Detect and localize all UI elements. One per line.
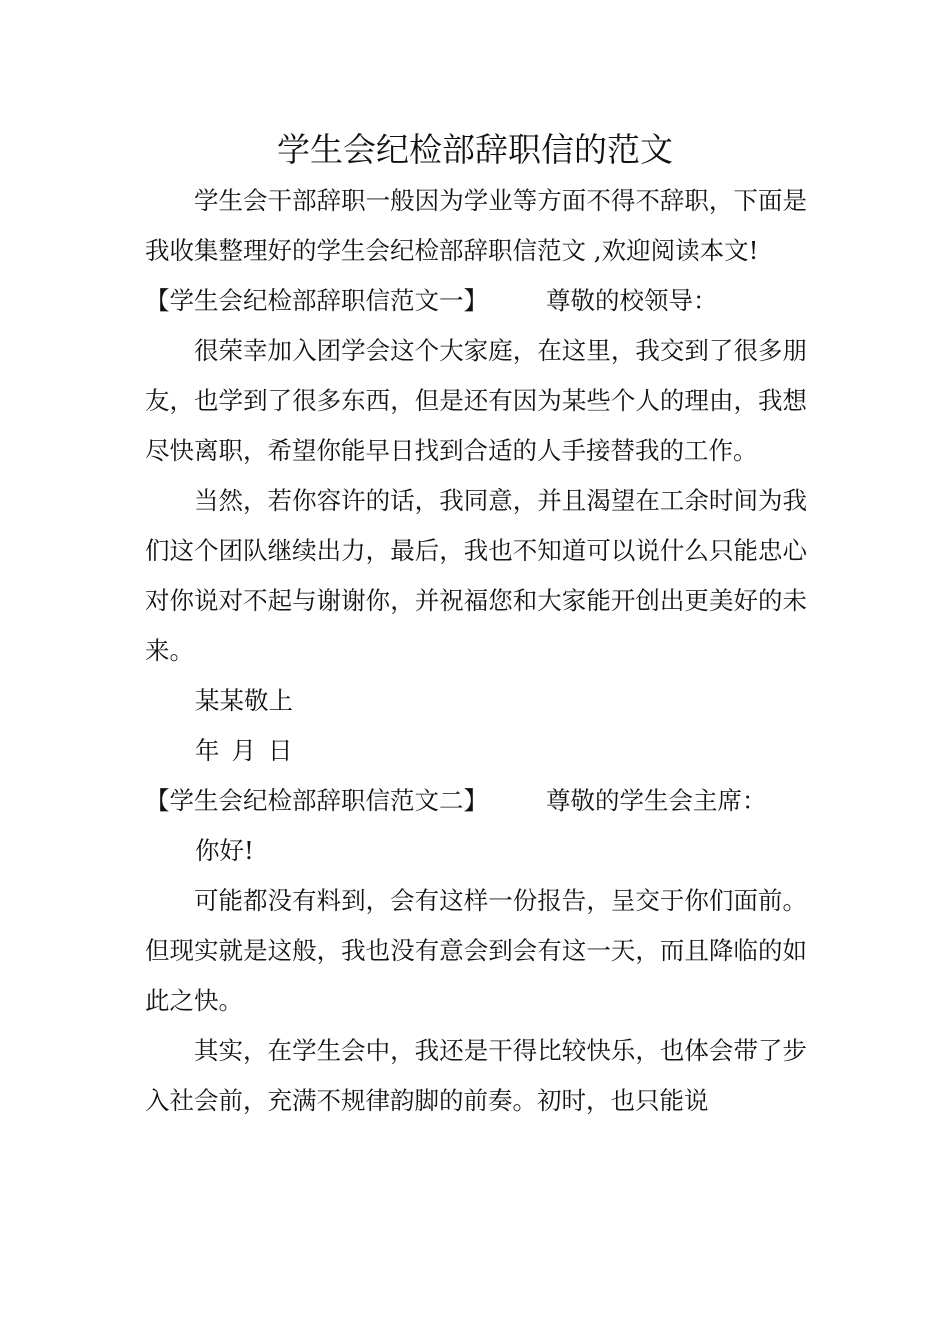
date-month: 月 [231, 736, 256, 765]
letter1-salutation: 尊敬的校领导： [546, 286, 718, 315]
letter1-signature: 某某敬上 [195, 686, 293, 715]
intro-paragraph: 学生会干部辞职一般因为学业等方面不得不辞职，下面是我收集整理好的学生会纪检部辞职信范文 ,欢迎阅读本文! [145, 186, 807, 265]
letter2-salutation: 尊敬的学生会主席： [546, 786, 767, 815]
document-title: 学生会纪检部辞职信的范文 [277, 130, 673, 169]
letter1-paragraph-2: 当然，若你容许的话，我同意，并且渴望在工余时间为我们这个团队继续出力，最后，我也不知道可以说什么只能忠心对你说对不起与谢谢你，并祝福您和大家能开创出更美好的未来。 [145, 486, 807, 665]
letter1-paragraph-1: 很荣幸加入团学会这个大家庭，在这里，我交到了很多朋友，也学到了很多东西，但是还有因为某些个人的理由，我想尽快离职，希望你能早日找到合适的人手接替我的工作。 [145, 336, 807, 465]
document-body [145, 176, 807, 1126]
letter1-heading-line [145, 276, 807, 326]
date-year: 年 [195, 736, 220, 765]
letter2-heading-line [145, 776, 807, 826]
letter1-date [145, 726, 807, 776]
letter2-heading: 【学生会纪检部辞职信范文二】 [145, 786, 488, 815]
letter1-heading: 【学生会纪检部辞职信范文一】 [145, 286, 488, 315]
letter2-paragraph-2: 其实，在学生会中，我还是干得比较快乐，也体会带了步入社会前，充满不规律韵脚的前奏。初时，也只能说 [145, 1036, 807, 1115]
letter2-greeting: 你好! [195, 836, 254, 865]
date-day: 日 [268, 736, 293, 765]
letter2-paragraph-1: 可能都没有料到，会有这样一份报告，呈交于你们面前。但现实就是这般，我也没有意会到会有这一天，而且降临的如此之快。 [145, 886, 807, 1015]
